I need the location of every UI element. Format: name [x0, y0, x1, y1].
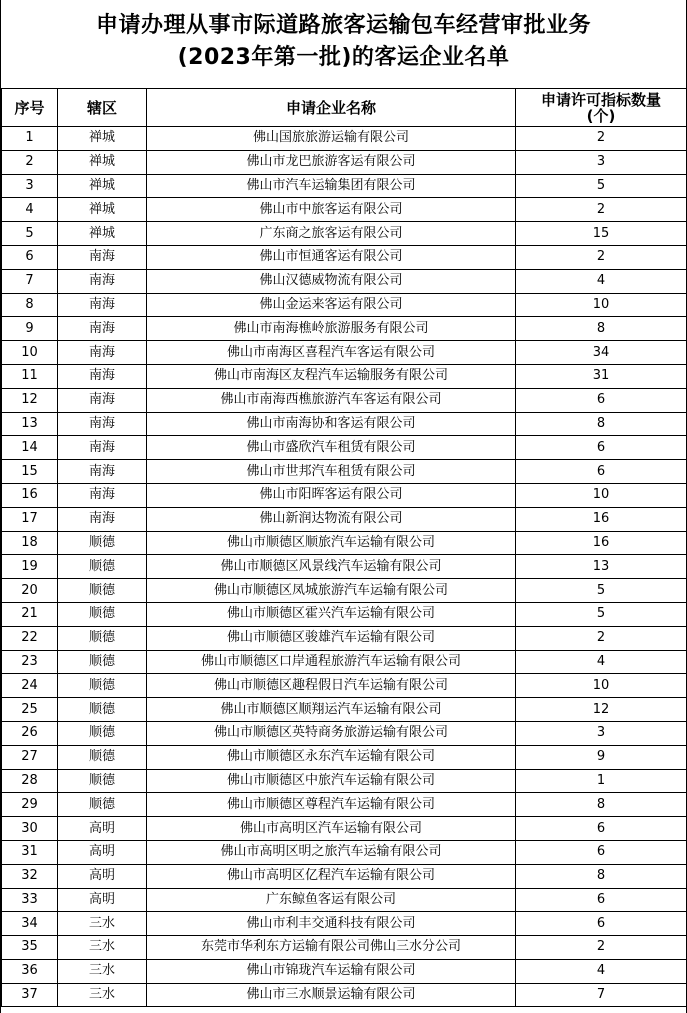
cell-district: 顺德: [58, 793, 147, 817]
cell-district: 高明: [58, 840, 147, 864]
table-row: [2, 412, 687, 436]
header-district: 辖区: [58, 89, 147, 127]
cell-quantity: 15: [516, 222, 687, 246]
cell-company: 广东商之旅客运有限公司: [147, 222, 516, 246]
cell-no: 23: [2, 650, 58, 674]
cell-district: 高明: [58, 864, 147, 888]
table-row: [2, 245, 687, 269]
cell-no: 6: [2, 245, 58, 269]
cell-quantity: 2: [516, 245, 687, 269]
table-row: [2, 983, 687, 1007]
cell-quantity: 8: [516, 864, 687, 888]
title-line-2: (2023年第一批)的客运企业名单: [177, 45, 510, 70]
cell-quantity: 8: [516, 317, 687, 341]
cell-no: 19: [2, 555, 58, 579]
table-row: [2, 269, 687, 293]
cell-company: 佛山市顺德区尊程汽车运输有限公司: [147, 793, 516, 817]
cell-quantity: 2: [516, 198, 687, 222]
table-row: [2, 174, 687, 198]
cell-no: 37: [2, 983, 58, 1007]
table-row: [2, 507, 687, 531]
cell-district: 禅城: [58, 150, 147, 174]
header-quantity: [516, 89, 687, 127]
cell-quantity: 6: [516, 888, 687, 912]
header-quantity-line-2: (个): [586, 106, 616, 125]
cell-company: 佛山市汽车运输集团有限公司: [147, 174, 516, 198]
cell-no: 20: [2, 579, 58, 603]
table-row: [2, 864, 687, 888]
cell-no: 36: [2, 959, 58, 983]
cell-company: 佛山市顺德区风景线汽车运输有限公司: [147, 555, 516, 579]
cell-quantity: 12: [516, 698, 687, 722]
table-body: [2, 127, 687, 1007]
table-row: [2, 150, 687, 174]
cell-no: 11: [2, 364, 58, 388]
cell-quantity: 5: [516, 602, 687, 626]
cell-no: 29: [2, 793, 58, 817]
table-header-row: [2, 89, 687, 127]
cell-quantity: 34: [516, 341, 687, 365]
cell-company: 佛山金运来客运有限公司: [147, 293, 516, 317]
cell-company: 佛山市南海区友程汽车运输服务有限公司: [147, 364, 516, 388]
cell-company: 佛山市顺德区顺翔运汽车运输有限公司: [147, 698, 516, 722]
table-row: [2, 388, 687, 412]
cell-company: 佛山市三水顺景运输有限公司: [147, 983, 516, 1007]
cell-district: 顺德: [58, 579, 147, 603]
cell-no: 24: [2, 674, 58, 698]
table-row: [2, 745, 687, 769]
cell-company: 佛山市顺德区永东汽车运输有限公司: [147, 745, 516, 769]
cell-district: 禅城: [58, 222, 147, 246]
cell-company: 佛山市南海西樵旅游汽车客运有限公司: [147, 388, 516, 412]
cell-district: 三水: [58, 936, 147, 960]
cell-no: 33: [2, 888, 58, 912]
table-row: [2, 602, 687, 626]
company-list-table: [1, 88, 687, 1007]
cell-quantity: 6: [516, 817, 687, 841]
cell-quantity: 2: [516, 936, 687, 960]
cell-company: 佛山市顺德区顺旅汽车运输有限公司: [147, 531, 516, 555]
cell-no: 5: [2, 222, 58, 246]
cell-company: 佛山市中旅客运有限公司: [147, 198, 516, 222]
cell-quantity: 10: [516, 483, 687, 507]
cell-district: 南海: [58, 436, 147, 460]
cell-quantity: 4: [516, 650, 687, 674]
cell-no: 14: [2, 436, 58, 460]
table-row: [2, 769, 687, 793]
cell-company: 佛山新润达物流有限公司: [147, 507, 516, 531]
cell-district: 南海: [58, 293, 147, 317]
cell-no: 10: [2, 341, 58, 365]
cell-company: 佛山市世邦汽车租赁有限公司: [147, 460, 516, 484]
cell-company: 佛山汉德威物流有限公司: [147, 269, 516, 293]
cell-company: 佛山市南海协和客运有限公司: [147, 412, 516, 436]
cell-company: 东莞市华利东方运输有限公司佛山三水分公司: [147, 936, 516, 960]
cell-district: 顺德: [58, 674, 147, 698]
cell-quantity: 2: [516, 127, 687, 151]
cell-no: 17: [2, 507, 58, 531]
cell-no: 1: [2, 127, 58, 151]
table-row: [2, 341, 687, 365]
cell-district: 顺德: [58, 769, 147, 793]
cell-quantity: 7: [516, 983, 687, 1007]
cell-district: 高明: [58, 817, 147, 841]
cell-company: 佛山市盛欣汽车租赁有限公司: [147, 436, 516, 460]
cell-district: 顺德: [58, 555, 147, 579]
cell-quantity: 8: [516, 793, 687, 817]
cell-no: 31: [2, 840, 58, 864]
cell-district: 顺德: [58, 721, 147, 745]
table-row: [2, 198, 687, 222]
table-row: [2, 460, 687, 484]
table-row: [2, 555, 687, 579]
cell-no: 13: [2, 412, 58, 436]
cell-company: 佛山市顺德区霍兴汽车运输有限公司: [147, 602, 516, 626]
cell-district: 顺德: [58, 626, 147, 650]
cell-no: 28: [2, 769, 58, 793]
document-title: [1, 0, 686, 88]
cell-quantity: 2: [516, 626, 687, 650]
table-row: [2, 531, 687, 555]
cell-district: 禅城: [58, 127, 147, 151]
cell-quantity: 6: [516, 388, 687, 412]
cell-no: 25: [2, 698, 58, 722]
cell-district: 南海: [58, 460, 147, 484]
cell-company: 佛山市高明区亿程汽车运输有限公司: [147, 864, 516, 888]
cell-no: 2: [2, 150, 58, 174]
cell-quantity: 3: [516, 721, 687, 745]
cell-district: 顺德: [58, 745, 147, 769]
cell-no: 35: [2, 936, 58, 960]
cell-no: 12: [2, 388, 58, 412]
cell-no: 30: [2, 817, 58, 841]
cell-quantity: 6: [516, 460, 687, 484]
cell-quantity: 3: [516, 150, 687, 174]
cell-company: 佛山市顺德区凤城旅游汽车运输有限公司: [147, 579, 516, 603]
cell-company: 佛山市顺德区口岸通程旅游汽车运输有限公司: [147, 650, 516, 674]
cell-quantity: 9: [516, 745, 687, 769]
cell-company: 佛山市南海区喜程汽车客运有限公司: [147, 341, 516, 365]
cell-company: 佛山市阳晖客运有限公司: [147, 483, 516, 507]
cell-company: 佛山市锦珑汽车运输有限公司: [147, 959, 516, 983]
cell-company: 佛山市顺德区英特商务旅游运输有限公司: [147, 721, 516, 745]
cell-no: 32: [2, 864, 58, 888]
table-row: [2, 959, 687, 983]
table-row: [2, 626, 687, 650]
cell-company: 佛山市顺德区骏雄汽车运输有限公司: [147, 626, 516, 650]
cell-no: 8: [2, 293, 58, 317]
cell-district: 南海: [58, 412, 147, 436]
cell-company: 佛山市利丰交通科技有限公司: [147, 912, 516, 936]
cell-quantity: 6: [516, 436, 687, 460]
cell-district: 顺德: [58, 602, 147, 626]
cell-district: 顺德: [58, 650, 147, 674]
cell-district: 南海: [58, 507, 147, 531]
cell-district: 禅城: [58, 198, 147, 222]
cell-no: 7: [2, 269, 58, 293]
cell-district: 南海: [58, 364, 147, 388]
cell-district: 禅城: [58, 174, 147, 198]
table-row: [2, 698, 687, 722]
cell-company: 佛山市南海樵岭旅游服务有限公司: [147, 317, 516, 341]
cell-no: 34: [2, 912, 58, 936]
table-row: [2, 436, 687, 460]
cell-quantity: 10: [516, 293, 687, 317]
cell-no: 21: [2, 602, 58, 626]
cell-no: 27: [2, 745, 58, 769]
table-row: [2, 840, 687, 864]
table-row: [2, 317, 687, 341]
cell-district: 顺德: [58, 531, 147, 555]
cell-district: 南海: [58, 483, 147, 507]
cell-no: 22: [2, 626, 58, 650]
cell-no: 3: [2, 174, 58, 198]
cell-quantity: 16: [516, 507, 687, 531]
cell-no: 18: [2, 531, 58, 555]
cell-quantity: 4: [516, 269, 687, 293]
table-row: [2, 364, 687, 388]
table-row: [2, 674, 687, 698]
header-company: 申请企业名称: [147, 89, 516, 127]
cell-district: 南海: [58, 317, 147, 341]
table-row: [2, 579, 687, 603]
cell-district: 顺德: [58, 698, 147, 722]
cell-company: 佛山市顺德区中旅汽车运输有限公司: [147, 769, 516, 793]
cell-quantity: 8: [516, 412, 687, 436]
cell-no: 4: [2, 198, 58, 222]
cell-company: 佛山市龙巴旅游客运有限公司: [147, 150, 516, 174]
cell-company: 佛山市恒通客运有限公司: [147, 245, 516, 269]
cell-quantity: 4: [516, 959, 687, 983]
cell-quantity: 31: [516, 364, 687, 388]
table-row: [2, 817, 687, 841]
cell-district: 南海: [58, 388, 147, 412]
cell-quantity: 16: [516, 531, 687, 555]
cell-quantity: 5: [516, 174, 687, 198]
table-row: [2, 721, 687, 745]
table-row: [2, 222, 687, 246]
cell-no: 26: [2, 721, 58, 745]
cell-company: 佛山市高明区明之旅汽车运输有限公司: [147, 840, 516, 864]
table-row: [2, 912, 687, 936]
table-row: [2, 483, 687, 507]
cell-no: 9: [2, 317, 58, 341]
table-row: [2, 650, 687, 674]
cell-no: 15: [2, 460, 58, 484]
cell-quantity: 13: [516, 555, 687, 579]
cell-quantity: 6: [516, 912, 687, 936]
cell-district: 三水: [58, 983, 147, 1007]
cell-quantity: 5: [516, 579, 687, 603]
cell-company: 佛山市顺德区趣程假日汽车运输有限公司: [147, 674, 516, 698]
table-row: [2, 936, 687, 960]
header-quantity-line-1: 申请许可指标数量: [540, 90, 661, 109]
cell-no: 16: [2, 483, 58, 507]
cell-district: 三水: [58, 912, 147, 936]
table-row: [2, 293, 687, 317]
table-row: [2, 127, 687, 151]
cell-district: 高明: [58, 888, 147, 912]
cell-quantity: 6: [516, 840, 687, 864]
cell-district: 南海: [58, 341, 147, 365]
cell-quantity: 10: [516, 674, 687, 698]
cell-company: 佛山国旅旅游运输有限公司: [147, 127, 516, 151]
cell-district: 南海: [58, 269, 147, 293]
cell-quantity: 1: [516, 769, 687, 793]
cell-district: 三水: [58, 959, 147, 983]
cell-company: 佛山市高明区汽车运输有限公司: [147, 817, 516, 841]
table-row: [2, 793, 687, 817]
cell-company: 广东鲸鱼客运有限公司: [147, 888, 516, 912]
title-line-1: 申请办理从事市际道路旅客运输包车经营审批业务: [95, 13, 591, 38]
cell-district: 南海: [58, 245, 147, 269]
table-row: [2, 888, 687, 912]
header-no: 序号: [2, 89, 58, 127]
